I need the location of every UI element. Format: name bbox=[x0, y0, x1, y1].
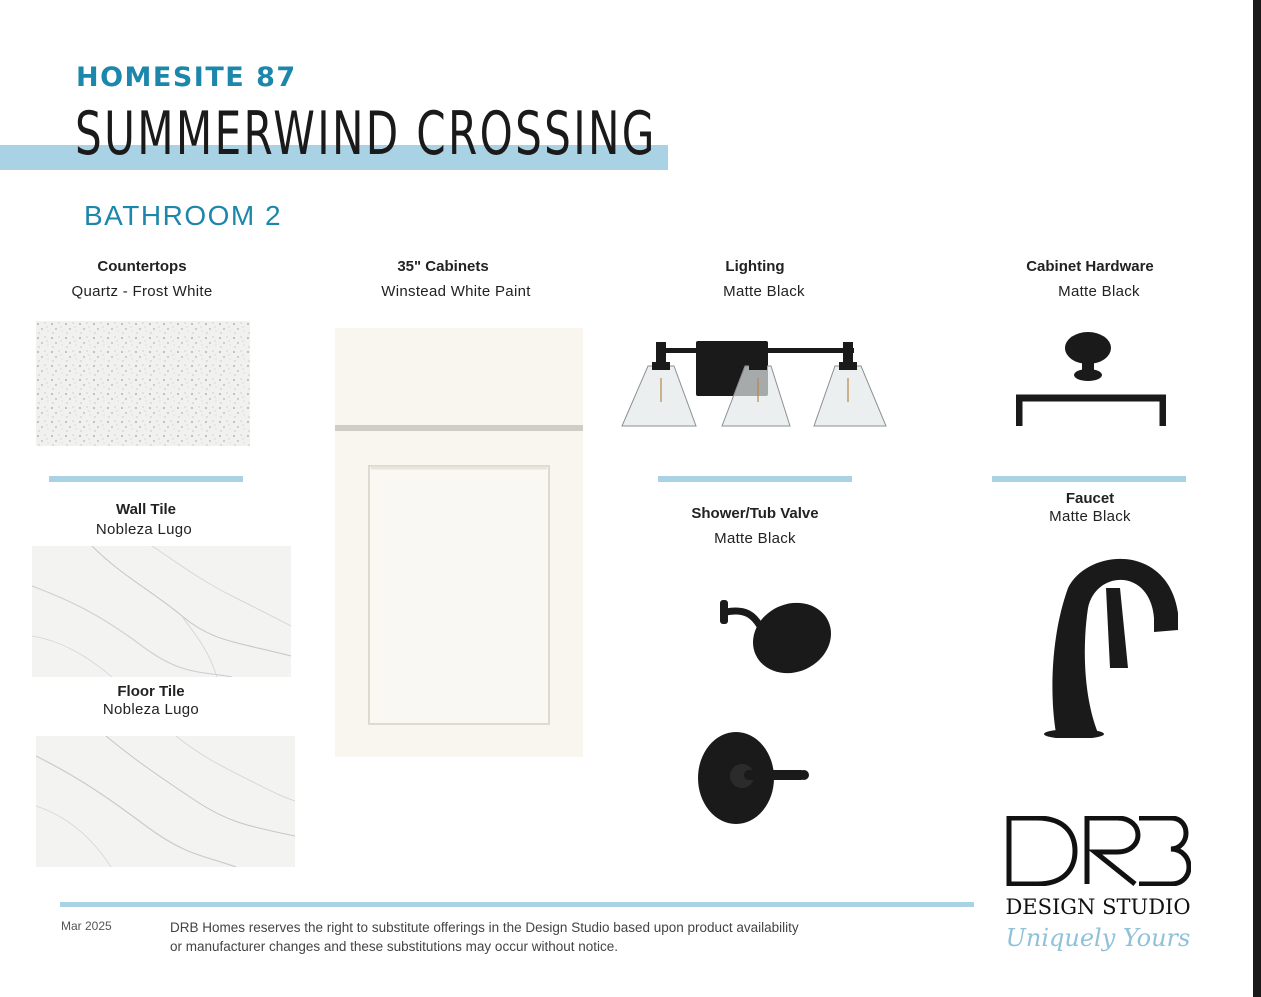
page-edge bbox=[1253, 0, 1261, 997]
floor-tile-value: Nobleza Lugo bbox=[102, 701, 200, 718]
footer-disclaimer bbox=[170, 918, 910, 956]
valve-label: Shower/Tub Valve bbox=[691, 505, 819, 522]
cabinet-hardware-image bbox=[1016, 328, 1166, 432]
drb-logo-mark bbox=[1005, 816, 1191, 886]
vanity-light-image bbox=[618, 338, 890, 432]
disclaimer-line-1: DRB Homes reserves the right to substitute offerings in the Design Studio based upon product availability bbox=[170, 920, 799, 935]
logo-brand-text: DESIGN STUDIO bbox=[1005, 895, 1191, 919]
footer-date: Mar 2025 bbox=[61, 919, 112, 933]
cabinets-label: 35" Cabinets bbox=[397, 258, 489, 275]
cabinet-door-image bbox=[335, 328, 583, 757]
countertops-label: Countertops bbox=[97, 258, 187, 275]
shower-head-image bbox=[716, 586, 838, 678]
faucet-value: Matte Black bbox=[1049, 508, 1131, 525]
community-title: SUMMERWIND CROSSING bbox=[75, 99, 657, 169]
floor-tile-swatch bbox=[36, 736, 295, 867]
logo-tagline: Uniquely Yours bbox=[1005, 924, 1191, 952]
wall-tile-swatch bbox=[32, 546, 291, 677]
hardware-value: Matte Black bbox=[1058, 283, 1140, 300]
wall-tile-value: Nobleza Lugo bbox=[95, 521, 193, 538]
hardware-label: Cabinet Hardware bbox=[1026, 258, 1154, 275]
lighting-value: Matte Black bbox=[723, 283, 805, 300]
wall-tile-label: Wall Tile bbox=[115, 501, 176, 518]
homesite-label: HOMESITE 87 bbox=[76, 62, 297, 93]
footer-divider bbox=[60, 902, 974, 907]
cabinets-value: Winstead White Paint bbox=[381, 283, 531, 300]
valve-value: Matte Black bbox=[714, 530, 796, 547]
countertop-swatch bbox=[36, 321, 250, 446]
divider bbox=[992, 476, 1186, 482]
room-title: BATHROOM 2 bbox=[84, 200, 283, 231]
countertops-value: Quartz - Frost White bbox=[71, 283, 213, 300]
divider bbox=[658, 476, 852, 482]
faucet-label: Faucet bbox=[1065, 490, 1115, 507]
lighting-label: Lighting bbox=[725, 258, 785, 275]
divider bbox=[49, 476, 243, 482]
faucet-image bbox=[1028, 548, 1190, 738]
disclaimer-line-2: or manufacturer changes and these substitutions may occur without notice. bbox=[170, 939, 618, 954]
floor-tile-label: Floor Tile bbox=[117, 683, 185, 700]
tub-valve-trim-image bbox=[696, 728, 812, 826]
